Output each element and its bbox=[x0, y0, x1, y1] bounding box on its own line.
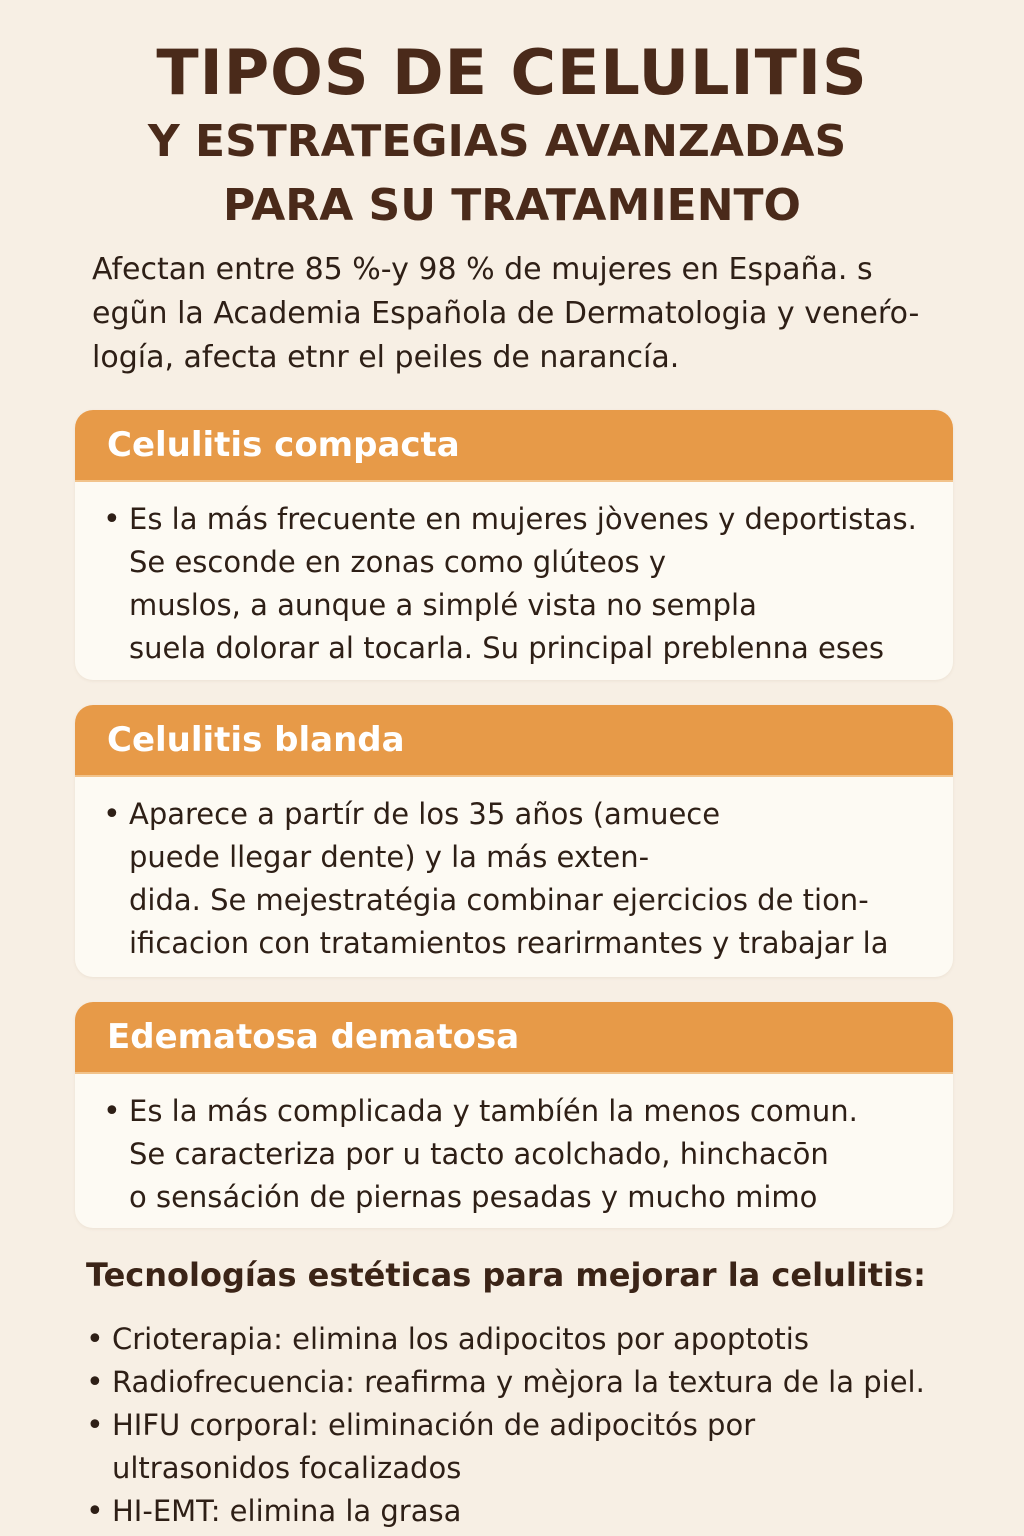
list-item-text bbox=[112, 1404, 755, 1490]
card-celulitis-compacta bbox=[75, 410, 953, 680]
technologies-list bbox=[86, 1318, 986, 1533]
card-header bbox=[75, 410, 953, 482]
card-line: Es la más complicada y tambíén la menos comun. bbox=[129, 1094, 858, 1128]
bullet-icon: • bbox=[86, 1322, 104, 1357]
card-text bbox=[129, 498, 933, 670]
card-body bbox=[75, 777, 953, 965]
bullet-icon: • bbox=[86, 1408, 104, 1443]
list-item bbox=[86, 1318, 986, 1361]
technologies-heading: Tecnologías estéticas para mejorar la celulitis: bbox=[86, 1256, 926, 1294]
card-line: Se esconde en zonas como glúteos y bbox=[129, 545, 667, 579]
card-title: Celulitis blanda bbox=[107, 720, 405, 760]
card-line: ificacion con tratamientos rearirmantes y trabajar la bbox=[129, 926, 889, 960]
card-celulitis-blanda bbox=[75, 705, 953, 977]
card-text bbox=[129, 1090, 933, 1219]
list-item-text bbox=[112, 1318, 809, 1361]
card-line: o sensáción de piernas pesadas y mucho mimo bbox=[129, 1180, 818, 1214]
card-line: Aparece a partír de los 35 años (amuece bbox=[129, 797, 721, 831]
card-line: dida. Se mejestratégia combinar ejercicios de tion- bbox=[129, 883, 869, 917]
card-title: Celulitis compacta bbox=[107, 425, 460, 465]
list-item-line: Radiofrecuencia: reafirma y mèjora la textura de la piel. bbox=[112, 1365, 925, 1399]
title-block bbox=[0, 0, 1024, 236]
list-item bbox=[86, 1361, 986, 1404]
bullet-icon: • bbox=[103, 797, 121, 832]
bullet-icon: • bbox=[86, 1365, 104, 1400]
card-title: Edematosa dematosa bbox=[107, 1017, 520, 1057]
bullet-icon: • bbox=[103, 1094, 121, 1129]
list-item-text bbox=[112, 1490, 461, 1533]
list-item-text bbox=[112, 1361, 925, 1404]
card-body bbox=[75, 1074, 953, 1219]
intro-line: logía, afecta etnr el peiles de narancía. bbox=[92, 340, 680, 375]
card-line: Se caracteriza por u tacto acolchado, hinchacōn bbox=[129, 1137, 829, 1171]
card-line: suela dolorar al tocarla. Su principal preblenna eses bbox=[129, 631, 884, 665]
list-item-line: ultrasonidos focalizados bbox=[112, 1451, 462, 1485]
page-subtitle-line-1: Y ESTRATEGIAS AVANZADAS bbox=[147, 116, 847, 167]
card-line: puede llegar dente) y la más exten- bbox=[129, 840, 650, 874]
list-item-line: Crioterapia: elimina los adipocitos por apoptotis bbox=[112, 1322, 809, 1356]
bullet-icon: • bbox=[103, 502, 121, 537]
intro-line: egũn la Academia Española de Dermatologia y veneŕo- bbox=[92, 296, 920, 331]
card-line: Es la más frecuente en mujeres jòvenes y deportistas. bbox=[129, 502, 917, 536]
list-item-line: HI-EMT: elimina la grasa bbox=[112, 1494, 462, 1528]
intro-paragraph bbox=[92, 248, 972, 380]
card-line: muslos, a aunque a simplé vista no sempla bbox=[129, 588, 757, 622]
list-item bbox=[86, 1490, 986, 1533]
card-edematosa bbox=[75, 1002, 953, 1228]
list-item-line: HIFU corporal: eliminación de adipocitós por bbox=[112, 1408, 756, 1442]
page-title: TIPOS DE CELULITIS bbox=[156, 36, 868, 109]
list-item bbox=[86, 1404, 986, 1490]
card-header bbox=[75, 1002, 953, 1074]
intro-line: Afectan entre 85 %-y 98 % de mujeres en España. s bbox=[92, 252, 873, 287]
bullet-icon: • bbox=[86, 1494, 104, 1529]
card-text bbox=[129, 793, 933, 965]
page-subtitle-line-2: PARA SU TRATAMIENTO bbox=[223, 180, 801, 231]
card-body bbox=[75, 482, 953, 670]
card-header bbox=[75, 705, 953, 777]
